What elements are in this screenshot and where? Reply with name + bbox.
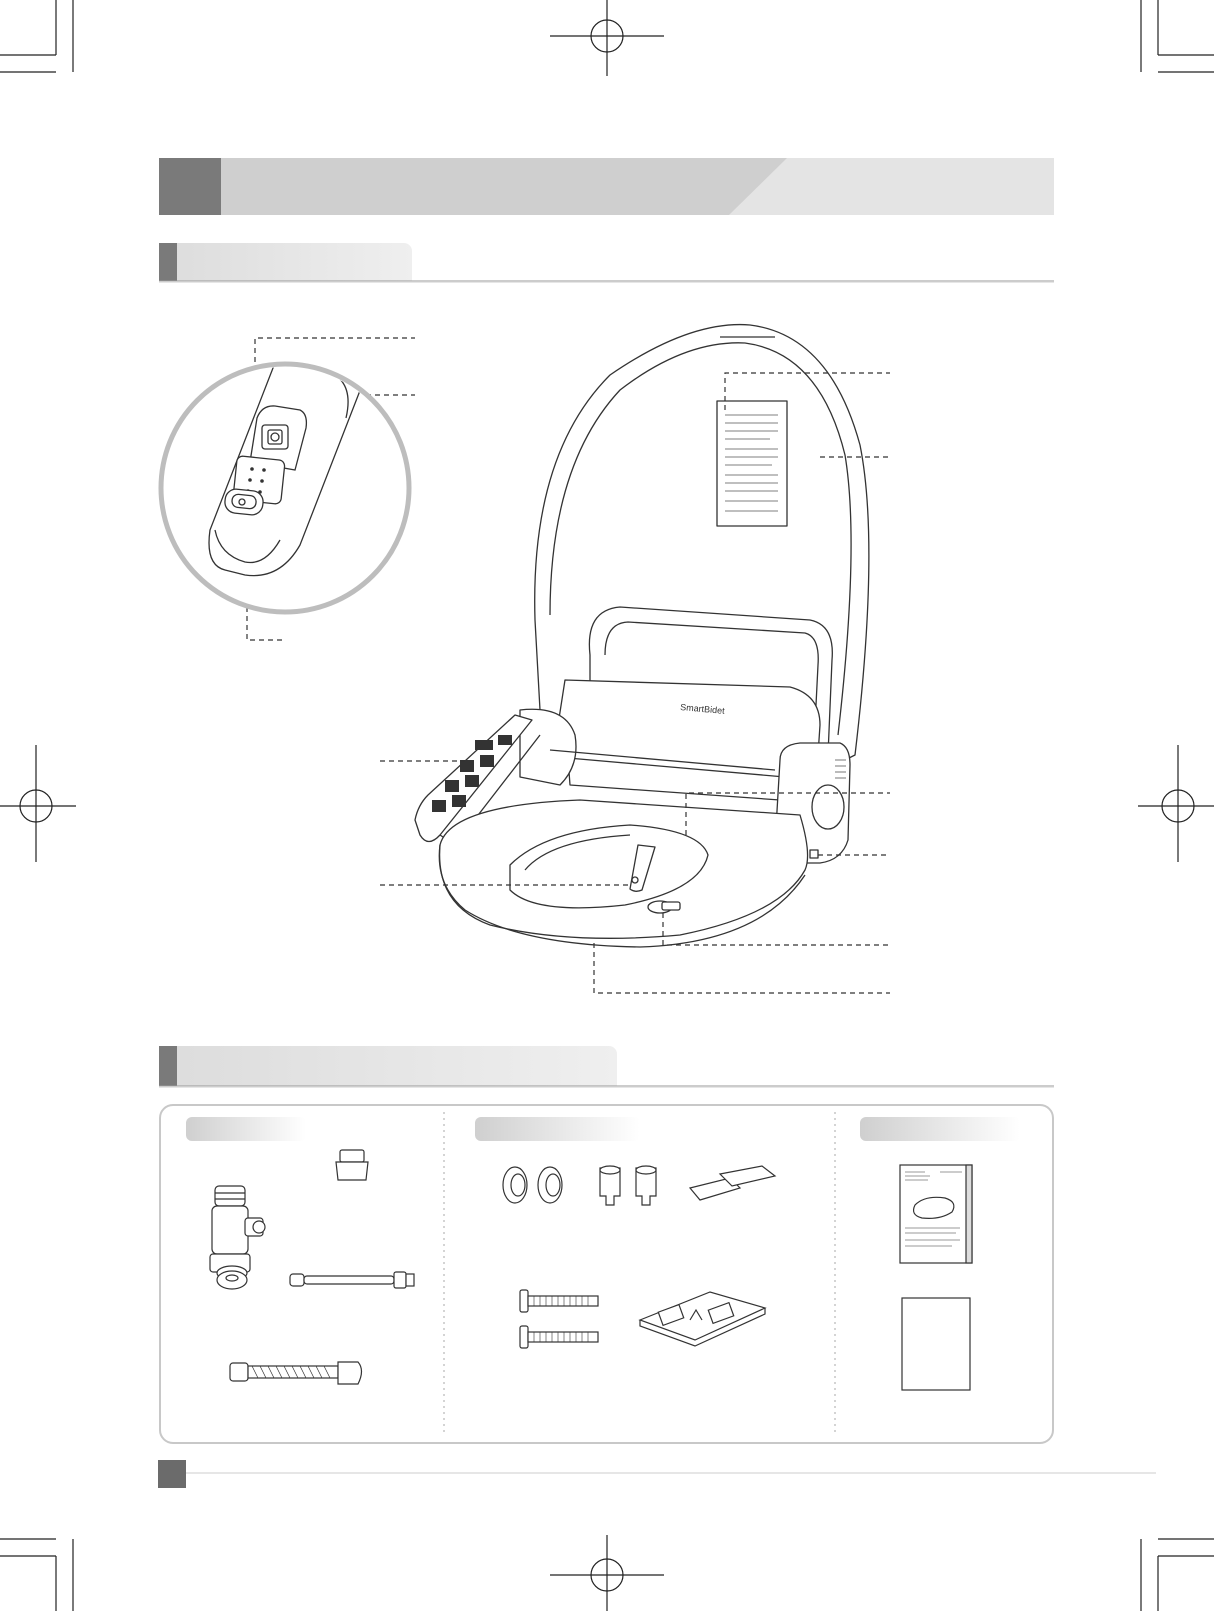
shims-icon bbox=[690, 1166, 775, 1200]
footer-rule bbox=[186, 1472, 1156, 1476]
package-group-2-items bbox=[500, 1160, 800, 1390]
lid-label-sticker bbox=[717, 401, 787, 526]
callout-line-seat bbox=[594, 943, 890, 993]
bidet-seat-illustration bbox=[380, 315, 920, 1030]
brand-text: SmartBidet bbox=[679, 702, 726, 716]
section-tab-part-names-shape bbox=[159, 243, 1054, 283]
flexible-hose-icon bbox=[230, 1362, 362, 1384]
section-tab-part-names bbox=[159, 243, 1054, 283]
water-tube-icon bbox=[290, 1272, 414, 1288]
package-group-header-2 bbox=[475, 1117, 640, 1141]
footer-page-marker bbox=[158, 1460, 186, 1488]
adapter-nut-icon bbox=[336, 1150, 368, 1180]
rubber-caps-icon bbox=[503, 1167, 562, 1203]
mounting-plate-icon bbox=[640, 1292, 765, 1346]
header-band-shape bbox=[159, 158, 1054, 215]
header-band bbox=[159, 158, 1054, 215]
package-group-header-3 bbox=[860, 1117, 1020, 1141]
section-tab-package-contents-shape bbox=[159, 1046, 1054, 1088]
user-manual-icon bbox=[900, 1165, 972, 1263]
package-group-3-items bbox=[890, 1160, 1000, 1400]
warranty-card-icon bbox=[902, 1298, 970, 1390]
anchors-icon bbox=[600, 1166, 656, 1205]
washer-icon bbox=[217, 1266, 247, 1289]
package-group-header-1 bbox=[186, 1117, 306, 1141]
section-tab-package-contents bbox=[159, 1046, 1054, 1088]
t-valve-icon bbox=[210, 1186, 265, 1272]
bolts-icon bbox=[520, 1290, 598, 1348]
package-group-1-items bbox=[190, 1148, 430, 1398]
